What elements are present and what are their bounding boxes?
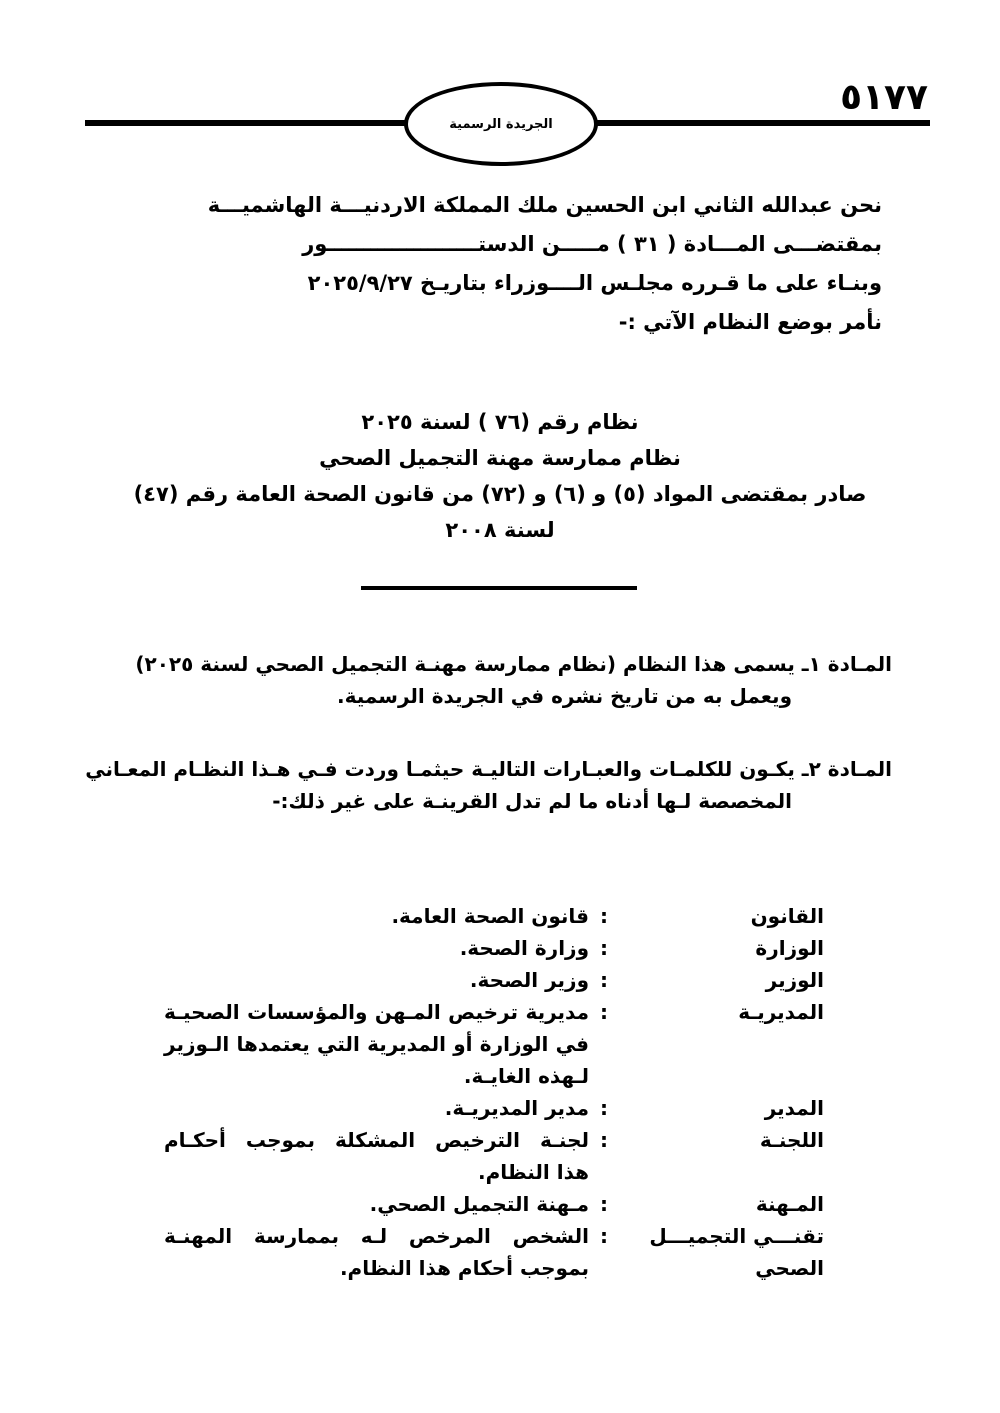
definition-term-line: تقنـــي التجميـــل [649,1224,824,1248]
definition-colon: : [600,1192,608,1216]
definition-term: القانون [750,904,824,928]
definition-colon: : [600,1128,608,1152]
definition-line: الشخص المرخص لـه بممارسة المهنـة [164,1224,589,1248]
definition-text [164,1124,589,1188]
definition-row [154,996,824,1092]
definition-line: وزير الصحة. [469,968,589,992]
definition-line: قانون الصحة العامة. [391,904,589,928]
definition-colon: : [600,1000,608,1024]
definition-row [154,932,824,964]
definition-text [164,1220,589,1284]
definition-term: المدير [764,1096,824,1120]
issued-under-line: صادر بمقتضى المواد (٥) و (٦) و (٧٢) من قانون الصحة العامة رقم (٤٧) [133,482,867,506]
definition-text [164,964,589,996]
definition-term [619,1220,824,1284]
regulation-number: نظام رقم (٧٦ ) لسنة ٢٠٢٥ [361,410,639,434]
definition-term-line: الصحي [755,1256,824,1280]
definition-row [154,964,824,996]
page-number: ٥١٧٧ [840,77,928,118]
definition-term: اللجنـة [759,1128,824,1152]
definition-line: لجنـة الترخيص المشكلة بموجب أحكـام [164,1128,589,1152]
preamble-line: بمقتضـــى المـــادة ( ٣١ ) مـــــن الدستـــــــــــــــــــــور [302,232,882,256]
definition-term: المـهنة [755,1192,824,1216]
definition-text [164,932,589,964]
definition-row [154,1124,824,1188]
definition-colon: : [600,1224,608,1248]
gazette-name: الجريدة الرسمية [449,116,553,132]
article-line: المـادة ١ـ يسمى هذا النظام (نظام ممارسة مهنـة التجميل الصحي لسنة ٢٠٢٥) [135,652,892,676]
regulation-title-block [110,404,890,548]
definition-line: بموجب أحكام هذا النظام. [339,1256,589,1280]
article-line: المخصصة لـها أدناه ما لم تدل القرينـة على غير ذلك:- [272,789,792,813]
definition-text [164,900,589,932]
regulation-name: نظام ممارسة مهنة التجميل الصحي [319,446,681,470]
article-line: المـادة ٢ـ يكـون للكلمـات والعبـارات التاليـة حيثمـا وردت فـي هـذا النظـام المعـاني [85,757,892,781]
definition-text [164,1188,589,1220]
definition-row [154,1188,824,1220]
definition-text [164,996,589,1092]
article-line: ويعمل به من تاريخ نشره في الجريدة الرسمية. [336,684,792,708]
definition-term: الوزارة [755,936,824,960]
royal-preamble [207,186,882,342]
definition-line: في الوزارة أو المديرية التي يعتمدها الـوزير [164,1032,589,1056]
definition-line: مديرية ترخيص المـهن والمؤسسات الصحيـة [164,1000,589,1024]
definitions-table [154,900,824,1284]
definition-text [164,1092,589,1124]
definition-colon: : [600,936,608,960]
article-2 [85,753,892,817]
definition-term: الوزير [765,968,824,992]
definition-colon: : [600,1096,608,1120]
article-1 [92,648,892,712]
section-separator [361,586,637,590]
definition-line: لـهذه الغايـة. [463,1064,589,1088]
definition-row [154,1092,824,1124]
definition-line: هذا النظام. [477,1160,589,1184]
definition-term: المديريـة [738,1000,824,1024]
definition-line: مدير المديريـة. [444,1096,589,1120]
definition-colon: : [600,968,608,992]
preamble-line: نأمر بوضع النظام الآتي :- [618,310,882,334]
definition-row [154,1220,824,1284]
definition-line: وزارة الصحة. [459,936,589,960]
definition-line: مـهنة التجميل الصحي. [369,1192,589,1216]
definition-row [154,900,824,932]
preamble-line: نحن عبدالله الثاني ابن الحسين ملك المملكة الاردنيـــة الهاشميـــة [207,193,882,217]
definition-colon: : [600,904,608,928]
issued-under-line: لسنة ٢٠٠٨ [445,518,555,542]
gazette-emblem [404,82,598,166]
preamble-line: وبنـاء على ما قـرره مجلـس الــــوزراء بتاريـخ ٢٠٢٥/٩/٢٧ [307,271,882,295]
